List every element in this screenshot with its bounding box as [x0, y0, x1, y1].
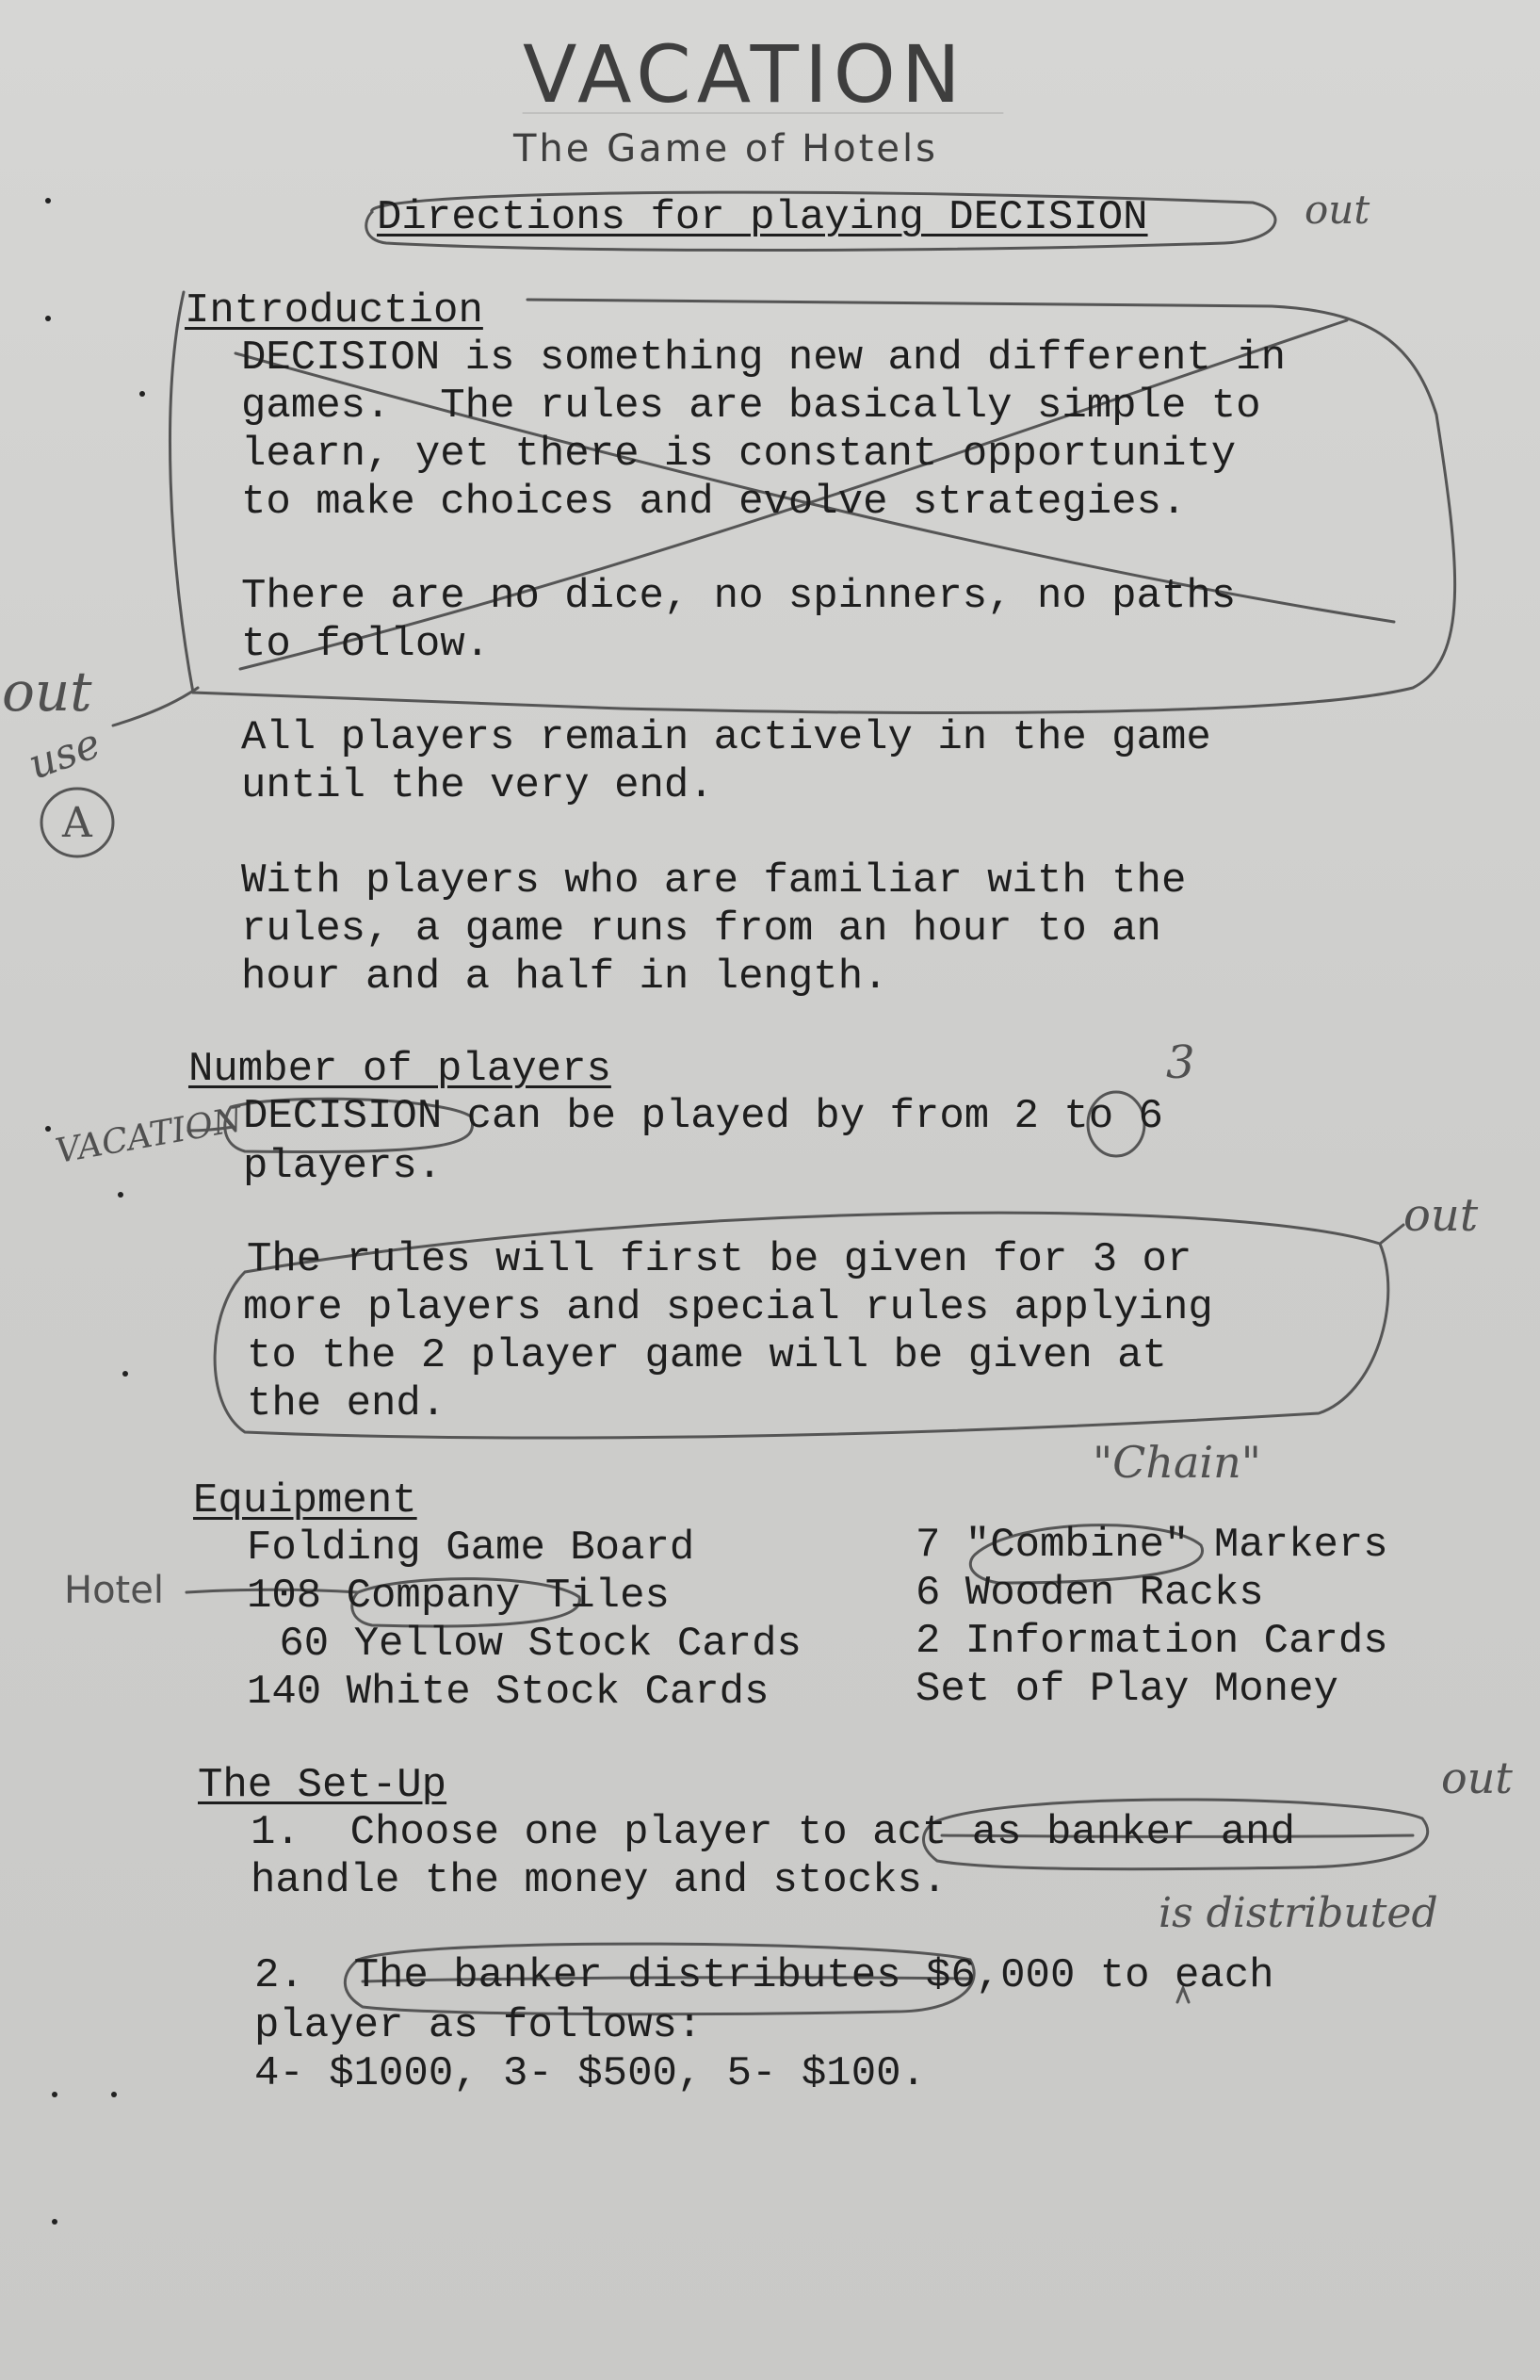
- text-line: rules, a game runs from an hour to an: [241, 905, 1161, 953]
- document-title: VACATION: [523, 28, 966, 121]
- out-arrow-line: [113, 688, 198, 725]
- text-line: learn, yet there is constant opportunity: [241, 431, 1237, 478]
- margin-note-out: out: [2, 660, 92, 724]
- directions-heading: Directions for playing DECISION: [377, 194, 1148, 241]
- text-line: All players remain actively in the game: [241, 714, 1211, 761]
- text-line: DECISION is something new and different in: [241, 334, 1286, 382]
- text-line: player as follows:: [254, 2002, 703, 2049]
- speck: [139, 391, 145, 397]
- out-arrow-rules: [1380, 1225, 1403, 1244]
- text-line: hour and a half in length.: [241, 954, 888, 1001]
- text-line: more players and special rules applying: [243, 1284, 1213, 1331]
- speck: [45, 198, 51, 204]
- speck: [45, 1126, 51, 1132]
- text-line: players.: [243, 1143, 443, 1190]
- equipment-item: 108 Company Tiles: [247, 1573, 670, 1620]
- equipment-item: 140 White Stock Cards: [247, 1669, 770, 1716]
- setup-heading: The Set-Up: [198, 1762, 447, 1809]
- equipment-item: 6 Wooden Racks: [916, 1570, 1264, 1617]
- text-line: the end.: [247, 1380, 446, 1427]
- speck: [118, 1192, 123, 1198]
- margin-note-out-setup: out: [1441, 1752, 1513, 1803]
- margin-note-a: A: [62, 799, 92, 847]
- speck: [45, 316, 51, 321]
- speck: [111, 2092, 117, 2097]
- speck: [122, 1371, 128, 1377]
- margin-note-three: 3: [1166, 1036, 1195, 1089]
- text-line: With players who are familiar with the: [241, 857, 1187, 905]
- text-line: There are no dice, no spinners, no paths: [241, 573, 1237, 620]
- equipment-item: Folding Game Board: [247, 1524, 695, 1572]
- text-line: 2. The banker distributes $6,000 to each: [254, 1952, 1274, 1999]
- equipment-item: 2 Information Cards: [916, 1618, 1388, 1665]
- introduction-heading: Introduction: [185, 287, 483, 334]
- margin-note-chain: "Chain": [1093, 1437, 1261, 1488]
- margin-note-out-rules: out: [1403, 1189, 1479, 1242]
- equipment-item: 60 Yellow Stock Cards: [254, 1621, 802, 1668]
- equipment-heading: Equipment: [193, 1477, 417, 1524]
- text-line: The rules will first be given for 3 or: [247, 1236, 1192, 1283]
- text-line: to make choices and evolve strategies.: [241, 479, 1187, 526]
- equipment-item: Set of Play Money: [916, 1666, 1338, 1713]
- directions-out-note: out: [1305, 187, 1370, 233]
- text-line: games. The rules are basically simple to: [241, 383, 1261, 430]
- text-line: 1. Choose one player to act as banker and: [251, 1809, 1295, 1856]
- speck: [52, 2219, 57, 2225]
- margin-note-hotel: Hotel: [64, 1569, 164, 1612]
- document-subtitle: The Game of Hotels: [513, 127, 938, 171]
- text-line: handle the money and stocks.: [251, 1857, 948, 1904]
- margin-note-use: use: [22, 719, 107, 790]
- margin-note-vacation: VACATION: [52, 1100, 246, 1172]
- text-line: until the very end.: [241, 762, 714, 809]
- text-line: DECISION can be played by from 2 to 6: [243, 1093, 1163, 1140]
- players-heading: Number of players: [188, 1046, 611, 1093]
- text-line: to follow.: [241, 621, 491, 668]
- speck: [52, 2092, 57, 2097]
- equipment-item: 7 "Combine" Markers: [916, 1522, 1388, 1569]
- text-line: 4- $1000, 3- $500, 5- $100.: [254, 2050, 926, 2097]
- margin-note-distributed: is distributed: [1159, 1889, 1438, 1937]
- text-line: to the 2 player game will be given at: [247, 1332, 1167, 1379]
